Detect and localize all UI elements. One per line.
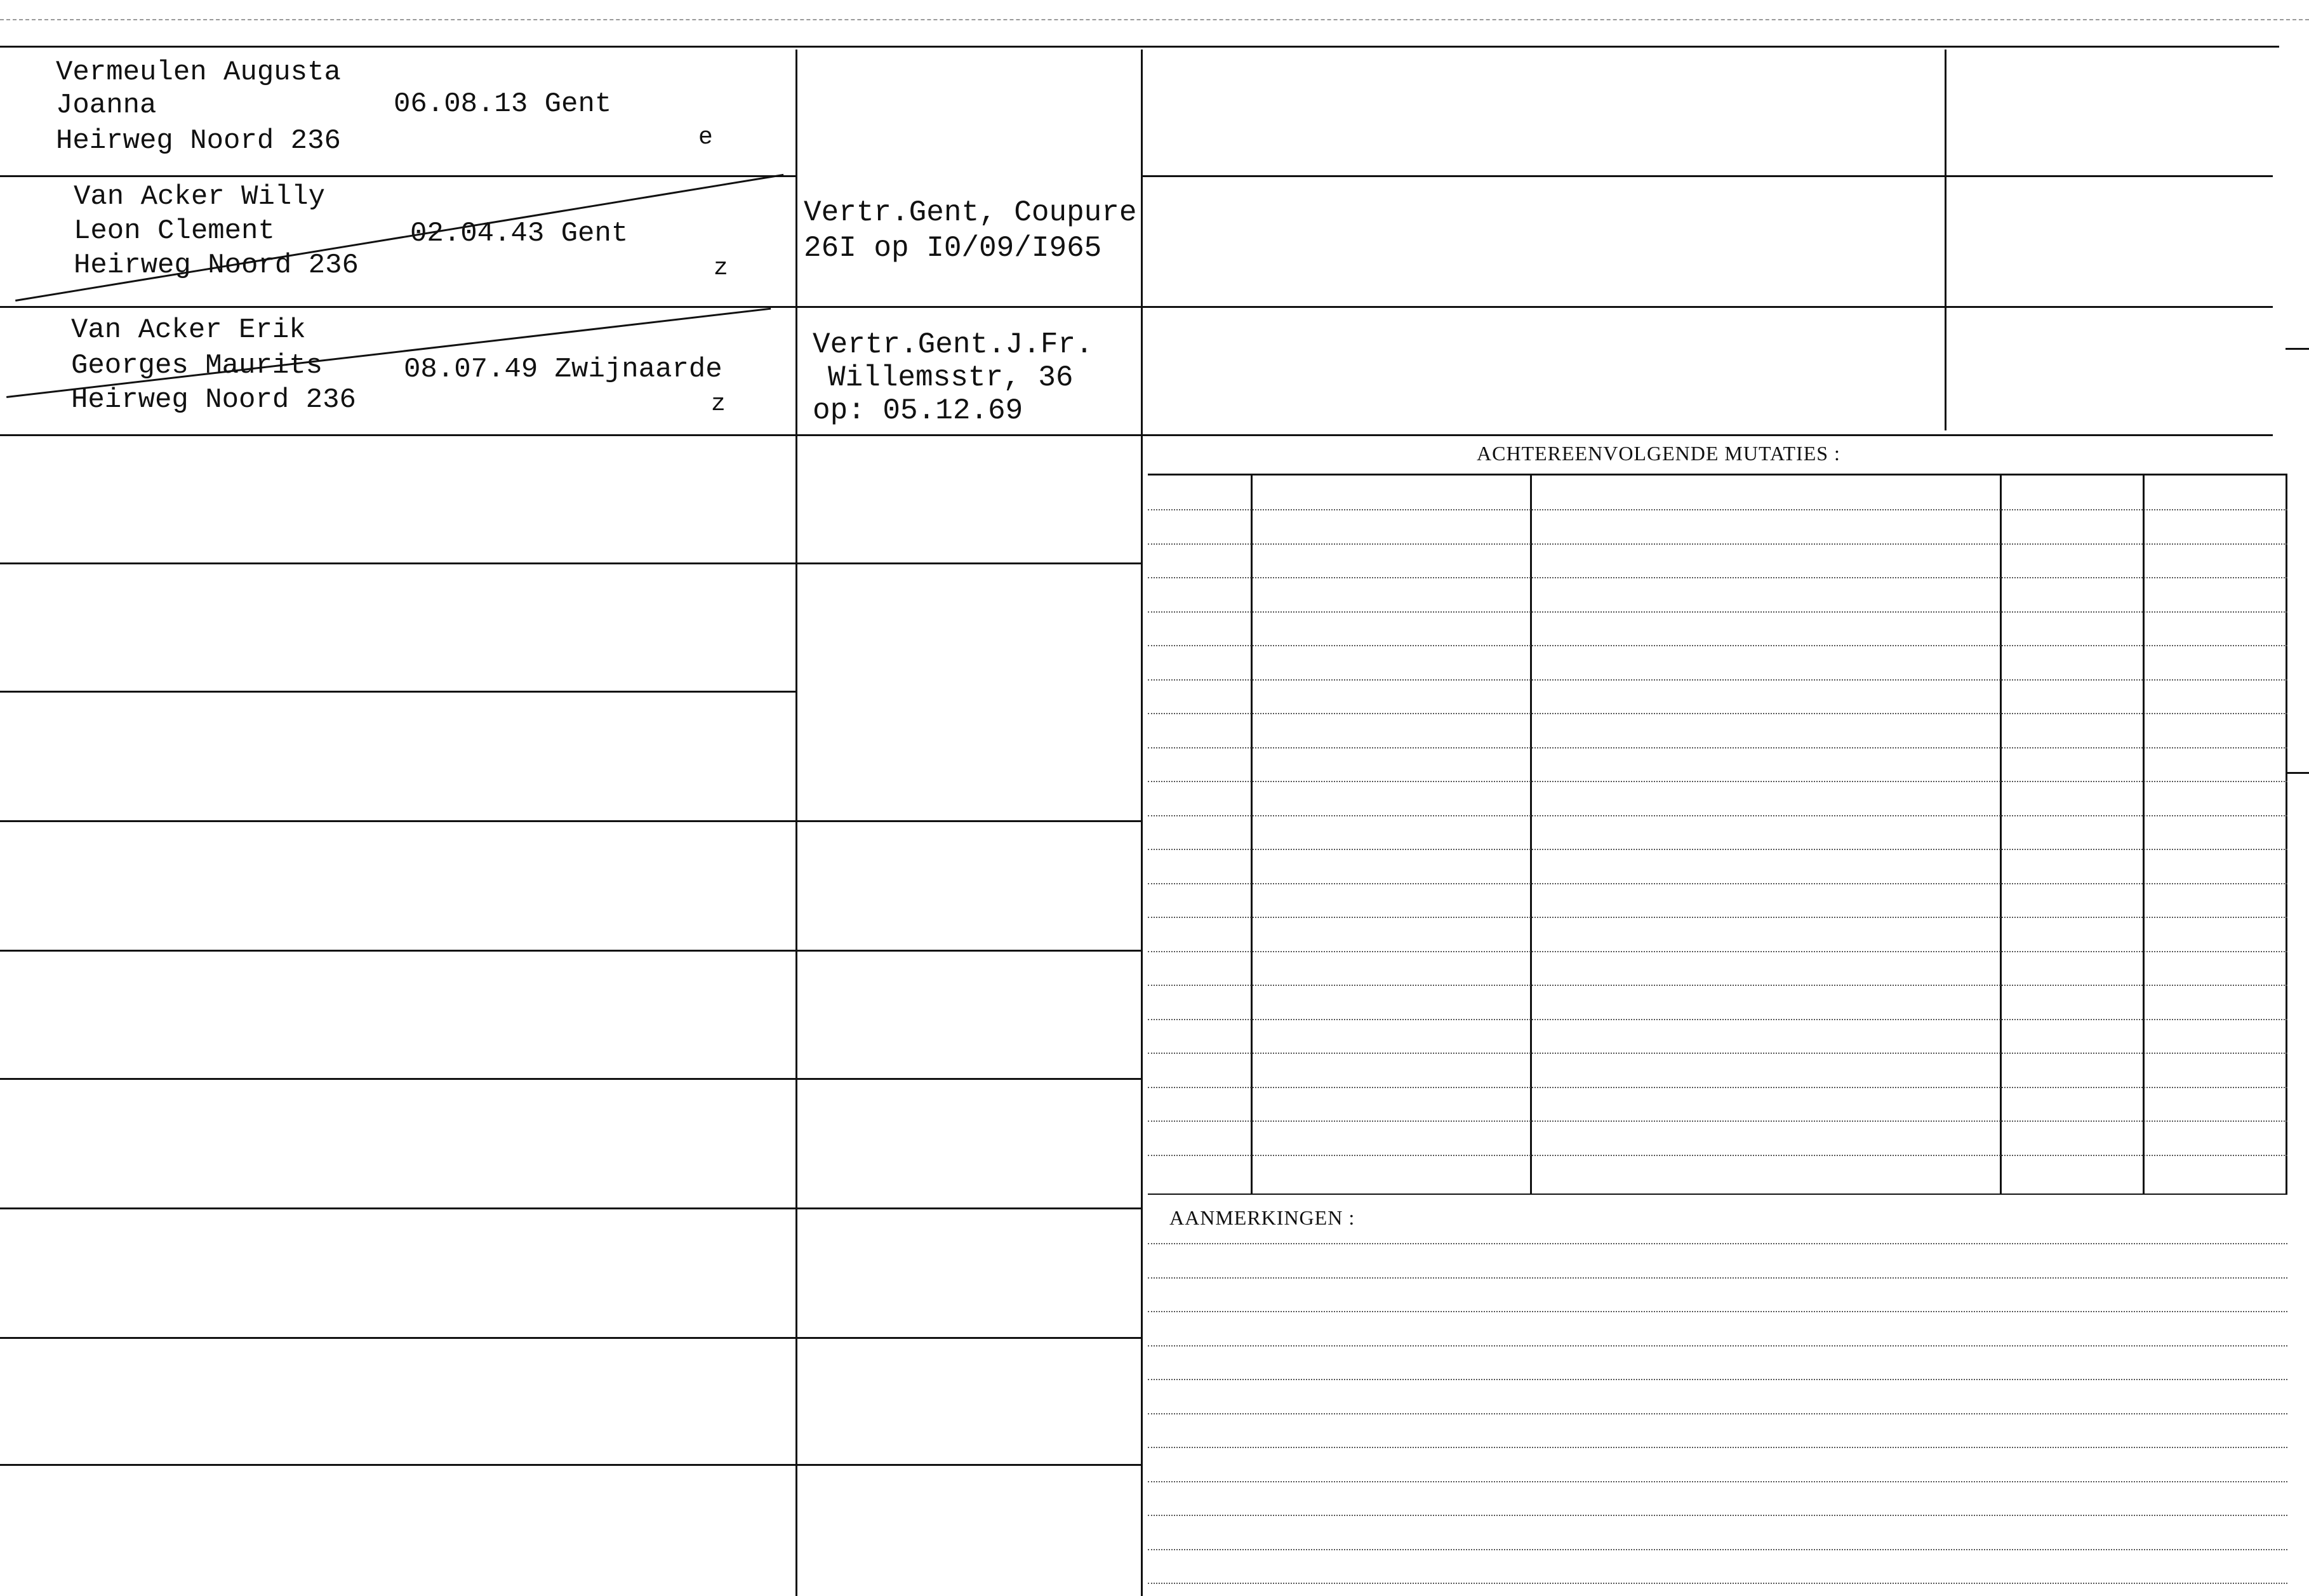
- mutations-bottom-line: [1148, 1194, 2287, 1195]
- mutations-ruled-line: [1148, 781, 2287, 782]
- mutations-ruled-line: [1148, 1053, 2287, 1054]
- column-divider-right-upper: [1945, 50, 1946, 430]
- row-line: [0, 1464, 795, 1466]
- remarks-ruled-line: [1148, 1413, 2287, 1414]
- mutations-ruled-line: [1148, 951, 2287, 952]
- remark-row-line: [797, 306, 1141, 308]
- row-line: [0, 306, 795, 308]
- mutations-col-line: [2286, 475, 2287, 1194]
- mutations-header-line: [1148, 474, 2287, 475]
- record-1-name-line2: Joanna: [56, 90, 157, 121]
- top-faint-line: [0, 19, 2309, 20]
- remarks-ruled-line: [1148, 1243, 2287, 1244]
- column-divider-left: [795, 50, 797, 1596]
- mutations-ruled-line: [1148, 985, 2287, 986]
- row-line: [0, 1337, 795, 1339]
- remarks-ruled-line: [1148, 1447, 2287, 1448]
- record-1-birth: 06.08.13 Gent: [394, 88, 612, 120]
- record-3-remark-line1: Vertr.Gent.J.Fr.: [813, 328, 1093, 361]
- remarks-ruled-line: [1148, 1277, 2287, 1279]
- remark-row-line: [797, 820, 1141, 822]
- record-1-code: e: [698, 124, 713, 151]
- mutations-col-line: [1530, 475, 1532, 1194]
- right-row-line: [1143, 175, 2273, 177]
- remark-row-line: [797, 1078, 1141, 1080]
- record-2-name-line1: Van Acker Willy: [74, 181, 326, 213]
- row-line: [0, 1207, 795, 1209]
- record-2-birth: 02.04.43 Gent: [410, 218, 629, 249]
- remarks-ruled-line: [1148, 1311, 2287, 1312]
- record-1-address: Heirweg Noord 236: [56, 125, 341, 157]
- record-2-name-line2: Leon Clement: [74, 215, 275, 247]
- remark-row-line: [797, 562, 1141, 564]
- mutations-ruled-line: [1148, 917, 2287, 918]
- mutations-ruled-line: [1148, 611, 2287, 613]
- mutations-col-line: [2000, 475, 2002, 1194]
- mutations-ruled-line: [1148, 543, 2287, 545]
- remarks-ruled-line: [1148, 1583, 2287, 1584]
- mutations-ruled-line: [1148, 1019, 2287, 1020]
- mutations-col-line: [1251, 475, 1253, 1194]
- mutations-ruled-line: [1148, 1155, 2287, 1156]
- right-row-line: [1143, 306, 2273, 308]
- remarks-ruled-line: [1148, 1549, 2287, 1550]
- record-2-code: z: [714, 255, 728, 282]
- row-line: [0, 562, 795, 564]
- record-1-name-line1: Vermeulen Augusta: [56, 57, 341, 88]
- row-line: [0, 434, 795, 436]
- remark-row-line: [797, 434, 1141, 436]
- remarks-ruled-line: [1148, 1345, 2287, 1347]
- record-3-name-line2: Georges Maurits: [71, 350, 323, 382]
- right-edge-tick: [2286, 348, 2309, 350]
- record-2-address: Heirweg Noord 236: [74, 249, 359, 281]
- mutations-ruled-line: [1148, 713, 2287, 714]
- remarks-ruled-line: [1148, 1379, 2287, 1380]
- record-3-remark-line2: Willemsstr, 36: [828, 361, 1074, 394]
- remarks-ruled-line: [1148, 1515, 2287, 1516]
- mutations-ruled-line: [1148, 883, 2287, 884]
- mutations-col-line: [2143, 475, 2145, 1194]
- mutations-ruled-line: [1148, 849, 2287, 850]
- right-edge-tick: [2286, 772, 2309, 774]
- record-3-address: Heirweg Noord 236: [71, 384, 356, 416]
- mutations-ruled-line: [1148, 509, 2287, 510]
- mutations-ruled-line: [1148, 1087, 2287, 1088]
- record-3-code: z: [711, 390, 726, 418]
- mutations-ruled-line: [1148, 679, 2287, 681]
- mutations-heading: ACHTEREENVOLGENDE MUTATIES :: [1477, 442, 1840, 465]
- record-2-remark-line1: Vertr.Gent, Coupure: [804, 196, 1137, 229]
- column-divider-middle: [1141, 50, 1143, 1596]
- row-line: [0, 175, 795, 177]
- top-border: [0, 46, 2279, 48]
- remark-row-line: [797, 950, 1141, 952]
- mutations-ruled-line: [1148, 1121, 2287, 1122]
- record-3-name-line1: Van Acker Erik: [71, 314, 306, 346]
- mutations-ruled-line: [1148, 645, 2287, 646]
- mutations-ruled-line: [1148, 747, 2287, 748]
- record-3-remark-line3: op: 05.12.69: [813, 394, 1023, 427]
- remark-row-line: [797, 1464, 1141, 1466]
- remarks-heading: AANMERKINGEN :: [1169, 1206, 1355, 1229]
- remark-row-line: [797, 1207, 1141, 1209]
- record-2-remark-line2: 26I op I0/09/I965: [804, 232, 1102, 265]
- remark-row-line: [797, 1337, 1141, 1339]
- right-row-line: [1143, 434, 2273, 436]
- row-line: [0, 820, 795, 822]
- mutations-ruled-line: [1148, 815, 2287, 816]
- remarks-ruled-line: [1148, 1481, 2287, 1482]
- record-3-birth: 08.07.49 Zwijnaarde: [404, 354, 722, 385]
- row-line: [0, 1078, 795, 1080]
- mutations-ruled-line: [1148, 577, 2287, 578]
- row-line: [0, 691, 795, 693]
- row-line: [0, 950, 795, 952]
